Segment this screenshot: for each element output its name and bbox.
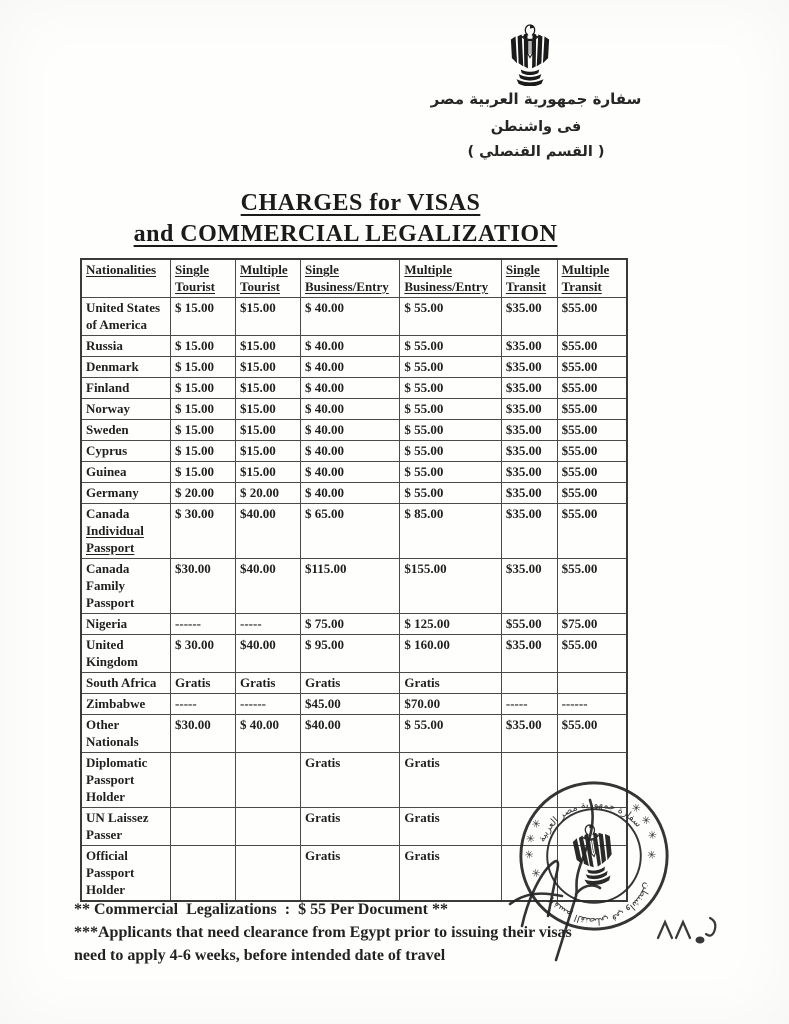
fee-cell: $ 40.00 [300, 441, 399, 462]
nationality-line: Guinea [86, 464, 127, 479]
nationality-line: Individual [86, 523, 144, 538]
letterhead [425, 90, 647, 160]
table-row [81, 420, 627, 441]
fee-cell: $ 15.00 [171, 336, 236, 357]
table-row [81, 357, 627, 378]
nationality-line: Passport [86, 772, 135, 787]
fee-cell: $30.00 [171, 715, 236, 753]
nationality-line: Passport [86, 540, 135, 555]
fee-cell: $ 55.00 [400, 378, 502, 399]
nationality-line: Passer [86, 827, 123, 842]
fee-cell: $ 40.00 [300, 378, 399, 399]
fee-cell: $ 75.00 [300, 614, 399, 635]
nationality-line: Russia [86, 338, 123, 353]
column-header [81, 259, 171, 298]
fee-cell: $55.00 [557, 504, 627, 559]
fee-cell: Gratis [236, 673, 301, 694]
fee-cell: $55.00 [557, 378, 627, 399]
nationality-line: Zimbabwe [86, 696, 146, 711]
fee-cell: $ 55.00 [400, 420, 502, 441]
fee-cell: $ 125.00 [400, 614, 502, 635]
fee-cell: $35.00 [501, 462, 557, 483]
column-header-line: Single [505, 262, 540, 277]
nationality-line: Kingdom [86, 654, 139, 669]
column-header [501, 259, 557, 298]
fee-cell: $15.00 [236, 462, 301, 483]
nationality-cell [81, 673, 171, 694]
column-header [400, 259, 502, 298]
fee-cell: $15.00 [236, 336, 301, 357]
fee-cell: $75.00 [557, 614, 627, 635]
fee-cell: $ 15.00 [171, 378, 236, 399]
fee-cell: $35.00 [501, 399, 557, 420]
fee-cell: $ 55.00 [400, 483, 502, 504]
nationality-line: Norway [86, 401, 131, 416]
fee-cell: ------ [171, 614, 236, 635]
fee-cell: $ 15.00 [171, 298, 236, 336]
fee-cell: $55.00 [557, 420, 627, 441]
fee-cell: Gratis [400, 673, 502, 694]
nationality-line: Family [86, 578, 125, 593]
document-title [0, 188, 789, 250]
fee-cell: $40.00 [236, 504, 301, 559]
fee-cell: $ 55.00 [400, 441, 502, 462]
fee-cell: $45.00 [300, 694, 399, 715]
fee-cell: $ 40.00 [300, 336, 399, 357]
nationality-cell [81, 399, 171, 420]
column-header-line: Multiple [240, 262, 288, 277]
fee-cell: $35.00 [501, 298, 557, 336]
fee-cell [501, 673, 557, 694]
egypt-eagle-emblem-icon [504, 24, 556, 86]
table-row [81, 336, 627, 357]
title-line-2: and COMMERCIAL LEGALIZATION [133, 221, 558, 247]
table-row [81, 614, 627, 635]
nationality-line: Canada [86, 506, 130, 521]
table-head-row [81, 259, 627, 298]
fee-cell: $55.00 [557, 441, 627, 462]
fee-cell: Gratis [171, 673, 236, 694]
column-header [171, 259, 236, 298]
fee-cell: ------ [236, 694, 301, 715]
fee-cell: Gratis [400, 753, 502, 808]
nationality-line: Official [86, 848, 128, 863]
nationality-line: Germany [86, 485, 139, 500]
nationality-line: Denmark [86, 359, 139, 374]
nationality-line: Passport [86, 595, 135, 610]
handwritten-signature [498, 788, 658, 968]
nationality-line: Holder [86, 789, 125, 804]
column-header [557, 259, 627, 298]
fee-cell: $ 15.00 [171, 462, 236, 483]
fee-cell: $30.00 [171, 559, 236, 614]
column-header-line: Single [175, 262, 209, 277]
table-row [81, 504, 627, 559]
fee-cell: $ 40.00 [300, 357, 399, 378]
fee-cell: $115.00 [300, 559, 399, 614]
fee-cell: $35.00 [501, 559, 557, 614]
table-row [81, 694, 627, 715]
table-row [81, 635, 627, 673]
fee-cell: $ 65.00 [300, 504, 399, 559]
nationality-cell [81, 336, 171, 357]
column-header-line: Multiple [561, 262, 610, 277]
table-row [81, 673, 627, 694]
fee-cell: $ 55.00 [400, 399, 502, 420]
column-header [300, 259, 399, 298]
letterhead-consular-section-line: ( القسم القنصلي ) [467, 144, 605, 160]
fee-cell [236, 753, 301, 808]
nationality-line: Canada [86, 561, 130, 576]
fee-cell [236, 846, 301, 902]
fee-cell: $ 85.00 [400, 504, 502, 559]
fee-cell: $35.00 [501, 336, 557, 357]
fee-cell: $15.00 [236, 298, 301, 336]
fee-cell: $ 40.00 [300, 298, 399, 336]
fee-cell: ------ [557, 694, 627, 715]
nationality-line: Diplomatic [86, 755, 148, 770]
letterhead-embassy-line: سفارة جمهورية العربية مصر [430, 90, 642, 108]
column-header-line: Transit [561, 279, 602, 294]
column-header-line: Nationalities [86, 262, 157, 277]
fee-cell: $ 40.00 [300, 420, 399, 441]
fee-cell: $35.00 [501, 357, 557, 378]
fee-cell: $55.00 [557, 336, 627, 357]
title-line-1: CHARGES for VISAS [240, 190, 481, 216]
column-header-line: Transit [505, 279, 547, 294]
fee-cell: $70.00 [400, 694, 502, 715]
column-header-line: Single [304, 262, 339, 277]
column-header-line: Tourist [175, 279, 216, 294]
nationality-line: Nationals [86, 734, 139, 749]
fee-cell: $ 20.00 [171, 483, 236, 504]
fee-cell: $155.00 [400, 559, 502, 614]
nationality-cell [81, 504, 171, 559]
fee-cell: $ 15.00 [171, 420, 236, 441]
fee-cell: $ 55.00 [400, 298, 502, 336]
nationality-cell [81, 753, 171, 808]
fee-cell: $55.00 [557, 399, 627, 420]
column-header [236, 259, 301, 298]
table-row [81, 399, 627, 420]
fee-cell [171, 808, 236, 846]
nationality-cell [81, 483, 171, 504]
fee-cell: $ 20.00 [236, 483, 301, 504]
fee-cell: $ 55.00 [400, 357, 502, 378]
fee-cell: $ 40.00 [300, 399, 399, 420]
fee-cell: $35.00 [501, 483, 557, 504]
fee-cell: Gratis [400, 846, 502, 902]
nationality-cell [81, 378, 171, 399]
nationality-cell [81, 559, 171, 614]
fee-cell: $55.00 [557, 483, 627, 504]
nationality-cell [81, 357, 171, 378]
nationality-cell [81, 298, 171, 336]
svg-text:✳: ✳ [523, 848, 535, 862]
fee-cell: $15.00 [236, 378, 301, 399]
nationality-cell [81, 462, 171, 483]
nationality-cell [81, 846, 171, 902]
fee-cell: Gratis [300, 846, 399, 902]
column-header-line: Business/Entry [404, 279, 489, 294]
stamp-arc-top-text: سفارة جمهورية مصر العربية [536, 799, 644, 844]
fee-cell: $ 95.00 [300, 635, 399, 673]
nationality-line: UN Laissez [86, 810, 149, 825]
fee-cell: $55.00 [557, 298, 627, 336]
fee-cell: $40.00 [236, 635, 301, 673]
nationality-line: Finland [86, 380, 130, 395]
svg-text:✳: ✳ [530, 817, 542, 832]
nationality-cell [81, 441, 171, 462]
fee-cell: $ 40.00 [236, 715, 301, 753]
fee-cell: $ 55.00 [400, 462, 502, 483]
fee-cell: $40.00 [236, 559, 301, 614]
fee-cell: $ 160.00 [400, 635, 502, 673]
fee-cell: $ 30.00 [171, 635, 236, 673]
fee-cell: $ 15.00 [171, 441, 236, 462]
nationality-line: Cyprus [86, 443, 128, 458]
letterhead-city-line: فى واشنطن [490, 119, 582, 135]
nationality-cell [81, 420, 171, 441]
fee-cell: $55.00 [557, 635, 627, 673]
fee-cell: ----- [501, 694, 557, 715]
fee-cell: $ 55.00 [400, 715, 502, 753]
handwritten-annotation [650, 906, 745, 958]
nationality-line: Sweden [86, 422, 129, 437]
fee-cell: $ 15.00 [171, 357, 236, 378]
fee-cell: $ 40.00 [300, 462, 399, 483]
fee-cell: $ 55.00 [400, 336, 502, 357]
commercial-legalization-note: ** Commercial Legalizations : $ 55 Per Document ** [74, 901, 449, 918]
fee-cell: $ 15.00 [171, 399, 236, 420]
fee-cell: $ 40.00 [300, 483, 399, 504]
fee-cell: $15.00 [236, 441, 301, 462]
table-row [81, 441, 627, 462]
fee-cell: ----- [236, 614, 301, 635]
svg-text:✳: ✳ [631, 802, 642, 816]
svg-text:✳: ✳ [530, 867, 542, 881]
nationality-line: Holder [86, 882, 125, 897]
nationality-cell [81, 614, 171, 635]
fee-cell [171, 753, 236, 808]
nationality-cell [81, 808, 171, 846]
fee-cell [236, 808, 301, 846]
fee-cell: $35.00 [501, 420, 557, 441]
fee-cell: $55.00 [557, 357, 627, 378]
fee-cell: $35.00 [501, 378, 557, 399]
nationality-line: of America [86, 317, 148, 332]
fee-cell: $15.00 [236, 399, 301, 420]
fee-cell: $35.00 [501, 715, 557, 753]
nationality-line: United States [86, 300, 161, 315]
svg-text:✳: ✳ [646, 849, 658, 863]
fee-cell: $15.00 [236, 357, 301, 378]
fee-cell: Gratis [300, 673, 399, 694]
fee-cell: Gratis [300, 753, 399, 808]
table-row [81, 483, 627, 504]
fee-cell [171, 846, 236, 902]
table-row [81, 462, 627, 483]
fee-cell: $55.00 [501, 614, 557, 635]
fee-cell: $40.00 [300, 715, 399, 753]
table-row [81, 715, 627, 753]
fee-cell: Gratis [300, 808, 399, 846]
column-header-line: Multiple [404, 262, 452, 277]
clearance-note-line-1: ***Applicants that need clearance from Egypt prior to issuing their visas [74, 924, 572, 941]
nationality-cell [81, 635, 171, 673]
table-row [81, 378, 627, 399]
nationality-cell [81, 715, 171, 753]
nationality-line: United [86, 637, 124, 652]
fee-cell: $55.00 [557, 715, 627, 753]
fee-cell: $35.00 [501, 504, 557, 559]
fee-cell: $55.00 [557, 462, 627, 483]
fee-cell: $35.00 [501, 635, 557, 673]
column-header-line: Tourist [240, 279, 280, 294]
nationality-line: Nigeria [86, 616, 128, 631]
fee-cell: $35.00 [501, 441, 557, 462]
nationality-line: Other [86, 717, 120, 732]
svg-text:✳: ✳ [640, 814, 652, 828]
fee-cell: $ 30.00 [171, 504, 236, 559]
column-header-line: Business/Entry [304, 279, 389, 294]
table-row [81, 559, 627, 614]
fee-cell: ----- [171, 694, 236, 715]
clearance-note-line-2: need to apply 4-6 weeks, before intended date of travel [74, 947, 446, 964]
table-row [81, 298, 627, 336]
svg-text:✳: ✳ [647, 829, 658, 843]
fee-cell [557, 673, 627, 694]
svg-text:✳: ✳ [525, 832, 537, 846]
fee-cell: Gratis [400, 808, 502, 846]
stamp-arc-bottom-text: القسم القنصلي في واشنطن [546, 880, 654, 927]
fee-cell: $15.00 [236, 420, 301, 441]
nationality-cell [81, 694, 171, 715]
nationality-line: Passport [86, 865, 135, 880]
fee-cell: $55.00 [557, 559, 627, 614]
nationality-line: South Africa [86, 675, 157, 690]
